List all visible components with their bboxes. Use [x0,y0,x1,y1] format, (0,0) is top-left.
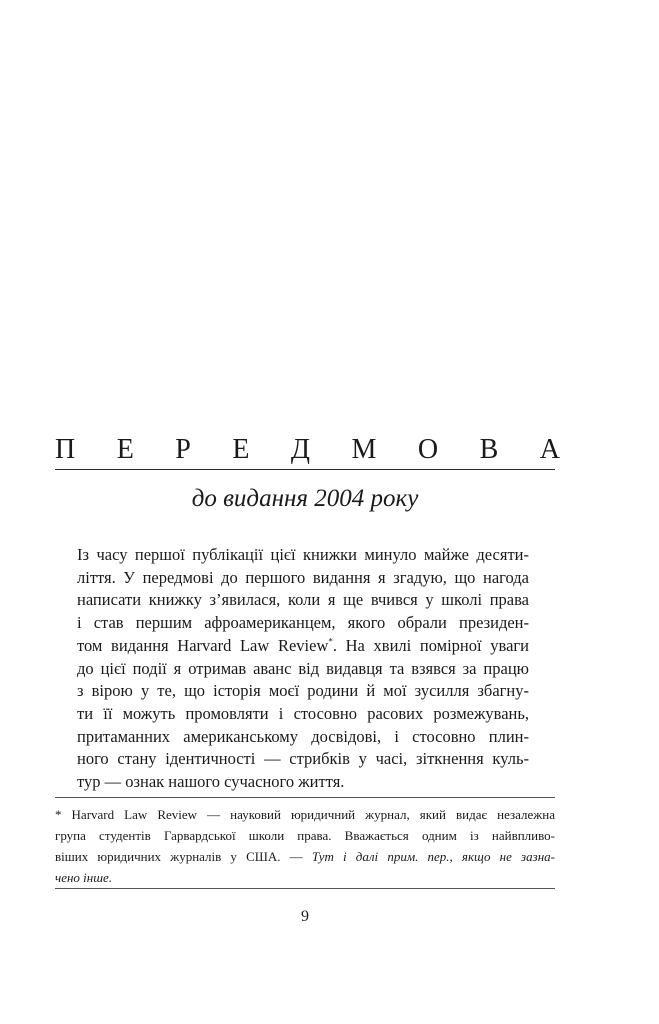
title-letter: Р [175,434,191,465]
title-letter: О [417,434,439,465]
footnote-rule-bottom [55,888,555,889]
chapter-title [55,434,560,466]
footnote-line: * Harvard Law Review — науковий юридичний журнал, який видає незалежна [55,807,555,822]
footnote [55,804,555,888]
body-line [77,635,529,658]
body-line: до цієї події я отримав аванс від видавця та взявся за працю [77,658,529,678]
title-letter: Е [116,434,134,465]
body-line: і став першим афроамериканцем, якого обрали президен- [77,613,529,633]
footnote-rule-top [55,797,555,798]
body-line: ти її можуть промовляти і стосовно расових розмежувань, [77,703,529,723]
title-letter: А [539,434,560,465]
footnote-line [55,867,555,888]
body-line: написати книжку з’явилася, коли я ще вчився у школі права [77,590,529,610]
title-letter: Д [290,434,311,465]
body-paragraph [77,544,529,794]
chapter-subtitle: до видання 2004 року [191,485,419,512]
body-line: ного стану ідентичності — стрибків у часі, зіткнення куль- [77,749,529,769]
title-letter: В [479,434,499,465]
footnote-line [55,846,555,867]
footnote-line: група студентів Гарвардської школи права. Вважається одним із найвпливо- [55,828,555,843]
footnote-italic: чено інше. [55,870,113,885]
body-line: ліття. У передмові до першого видання я згадую, що нагода [77,567,529,587]
body-line: тур — ознак нашого сучасного життя. [77,772,345,792]
footnote-text: віших юридичних журналів у США. — [55,849,312,864]
body-line: притаманних американському досвідові, і стосовно плин- [77,726,529,746]
body-line: з вірою у те, що історія моєї родини й мої зусилля збагну- [77,681,529,701]
title-letter: Е [232,434,250,465]
footnote-italic: Тут і далі прим. пер., якщо не зазна- [311,849,555,864]
title-rule [55,469,555,470]
body-line-start: том видання Harvard Law Review [77,635,329,655]
page-number: 9 [301,908,309,925]
title-letter: П [55,434,76,465]
title-letter: М [351,434,377,465]
body-line-end: . На хвилі помірної уваги [332,635,529,655]
body-line: Із часу першої публікації цієї книжки минуло майже десяти- [77,545,529,564]
footnote-marker: * [328,636,333,647]
